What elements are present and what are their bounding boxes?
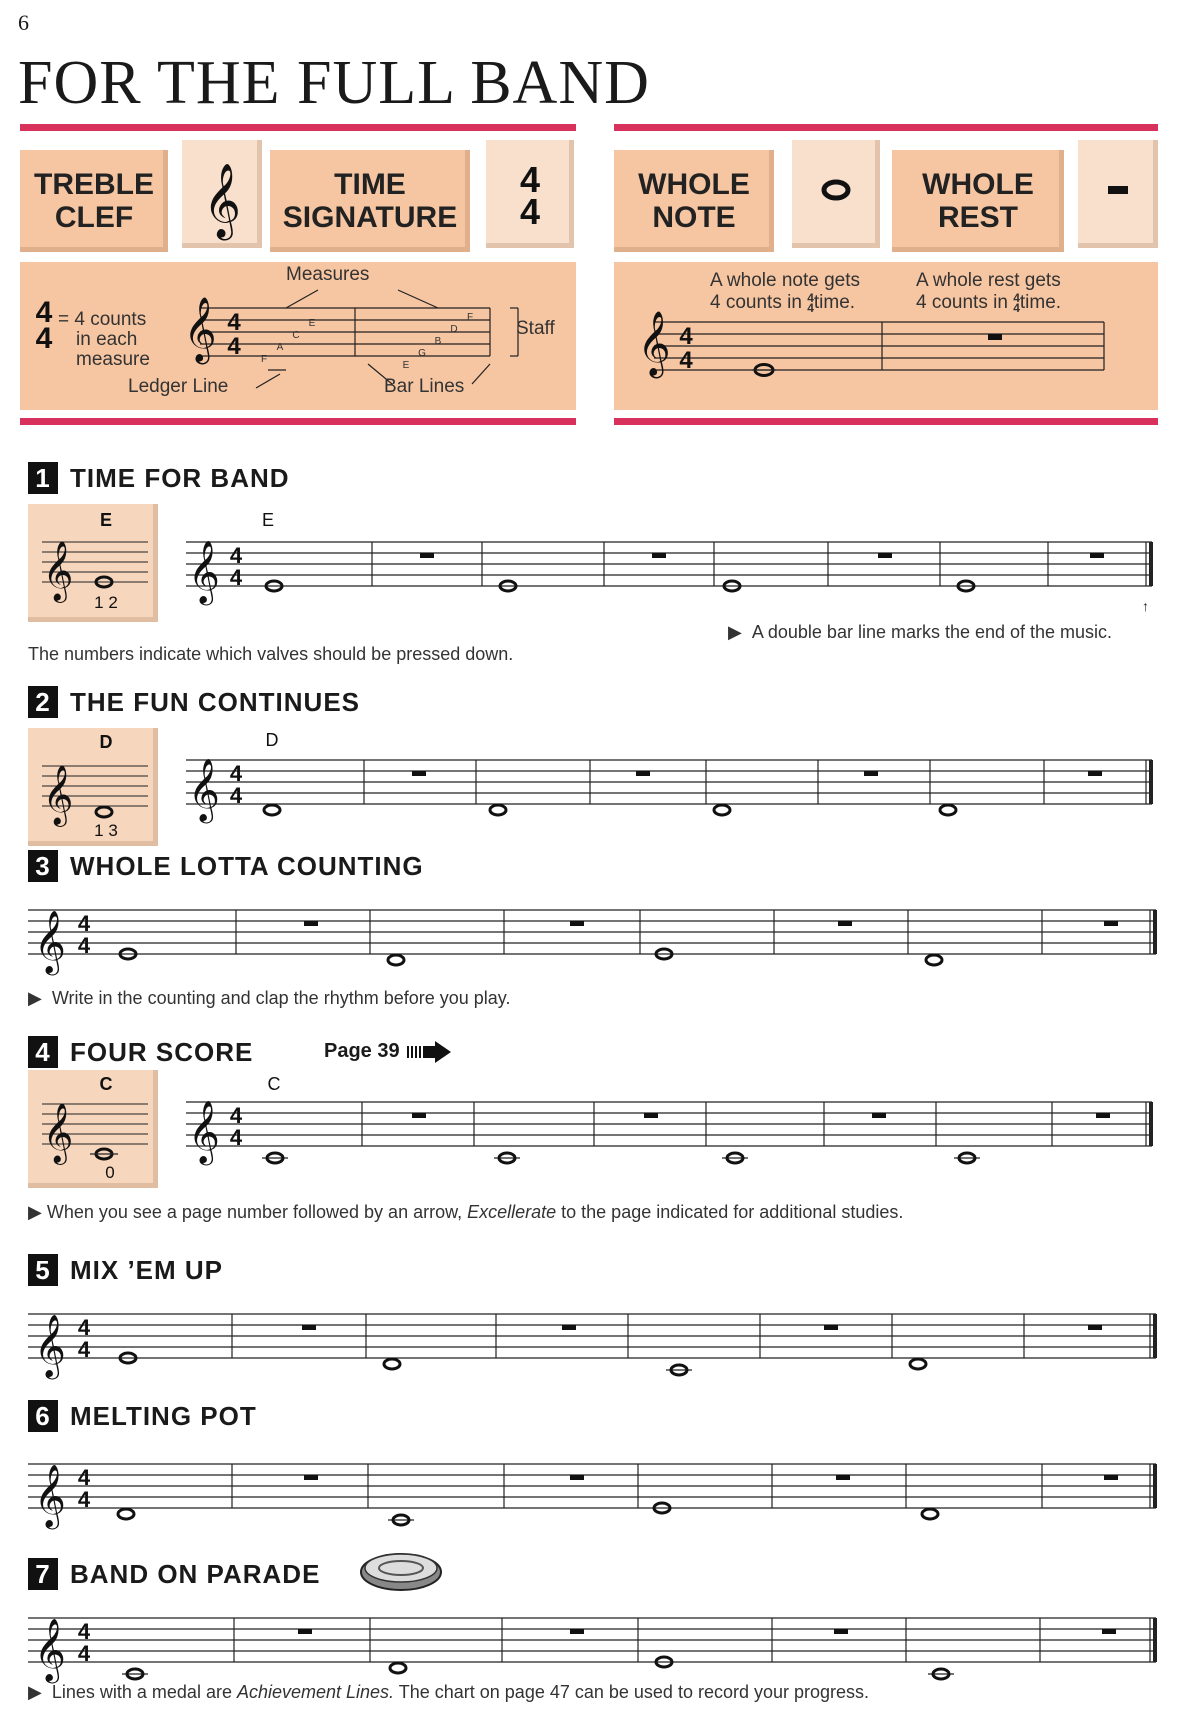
achievement-note: ▶ Lines with a medal are Achievement Lines. The chart on page 47 can be used to record your progress. <box>28 1682 870 1702</box>
note-box-c <box>28 1070 158 1188</box>
svg-text:𝄞: 𝄞 <box>188 760 220 820</box>
note-name: E <box>99 510 113 530</box>
page-reference[interactable]: Page 39 <box>324 1040 455 1063</box>
svg-text:4: 4 <box>77 1315 91 1340</box>
page-number: 6 <box>18 10 29 35</box>
exercise-3-heading: 3 WHOLE LOTTA COUNTING <box>28 850 424 882</box>
treble-clef-label: TREBLE CLEF <box>20 150 168 252</box>
divider <box>614 124 1158 131</box>
svg-text:4: 4 <box>35 322 53 355</box>
divider <box>20 124 576 131</box>
time-signature-icon <box>486 140 574 248</box>
svg-text:4: 4 <box>519 191 541 232</box>
note-name: C <box>99 1074 113 1094</box>
divider <box>20 418 576 425</box>
measures-label: Measures <box>286 264 370 285</box>
fingering-card <box>28 728 158 846</box>
svg-text:4: 4 <box>229 783 243 808</box>
whole-note-explanation: A whole note gets 4 counts in 4 4time. <box>710 270 860 315</box>
counting-note: ▶ Write in the counting and clap the rhythm before you play. <box>28 988 511 1008</box>
counts-explanation: = 4 counts in each measure <box>58 309 150 370</box>
whole-note-label: WHOLE NOTE <box>614 150 774 252</box>
note-letter: F <box>260 354 268 365</box>
time-signature-label: TIME SIGNATURE <box>270 150 470 252</box>
note-letter: F <box>466 312 474 323</box>
svg-text:4: 4 <box>229 565 243 590</box>
exercise-4-heading: 4 FOUR SCORE <box>28 1036 253 1068</box>
note-letter: D <box>450 324 458 335</box>
svg-text:𝄞: 𝄞 <box>34 912 66 972</box>
whole-note-icon <box>792 140 880 248</box>
whole-note-rest-panel <box>614 262 1158 410</box>
double-bar-note: ▶ A double bar line marks the end of the music. <box>728 622 1113 642</box>
whole-rest-box <box>1078 140 1158 248</box>
staff-exercise-1 <box>176 500 1162 610</box>
svg-text:𝄞: 𝄞 <box>34 1620 66 1680</box>
fingering: 0 <box>105 1163 115 1182</box>
svg-text:𝄞: 𝄞 <box>188 542 220 602</box>
note-name: D <box>265 730 279 750</box>
svg-text:𝄞: 𝄞 <box>203 164 241 236</box>
note-letter: B <box>434 336 442 347</box>
svg-text:4: 4 <box>77 1487 91 1512</box>
excellerate-note: ▶ When you see a page number followed by an arrow, Excellerate to the page indicated for additional studies. <box>28 1202 904 1222</box>
medal-icon <box>356 1544 446 1594</box>
svg-text:4: 4 <box>229 1125 243 1150</box>
fingering-card <box>28 504 158 622</box>
arrow-up-icon: ↑ <box>1142 598 1149 614</box>
svg-text:𝄞: 𝄞 <box>188 1102 220 1162</box>
note-name: D <box>99 732 113 752</box>
exercise-5-heading: 5 MIX ’EM UP <box>28 1254 223 1286</box>
svg-text:4: 4 <box>679 323 693 350</box>
note-letter: E <box>402 360 410 371</box>
exercise-2-heading: 2 THE FUN CONTINUES <box>28 686 360 718</box>
valves-note: The numbers indicate which valves should be pressed down. <box>28 644 514 664</box>
note-letter: G <box>418 348 426 359</box>
svg-text:4: 4 <box>227 309 241 336</box>
fingering: 1 2 <box>94 593 118 612</box>
arrow-right-icon <box>405 1041 455 1063</box>
whole-rest-icon <box>1078 140 1158 248</box>
svg-text:4: 4 <box>679 347 693 374</box>
svg-text:4: 4 <box>77 1465 91 1490</box>
whole-rest-label: WHOLE REST <box>892 150 1064 252</box>
note-box-e <box>28 504 158 622</box>
treble-clef-box <box>182 140 262 248</box>
svg-text:4: 4 <box>77 1641 91 1666</box>
divider <box>614 418 1158 425</box>
svg-text:𝄞: 𝄞 <box>42 766 74 824</box>
note-name: C <box>267 1074 281 1094</box>
svg-text:𝄞: 𝄞 <box>34 1466 66 1526</box>
staff-exercise-5 <box>22 1290 1162 1390</box>
svg-text:4: 4 <box>77 1337 91 1362</box>
whole-note-rest-staff <box>614 262 1158 410</box>
fingering: 1 3 <box>94 821 118 840</box>
fingering-card <box>28 1070 158 1188</box>
whole-rest-explanation: A whole rest gets 4 counts in 4 4time. <box>916 270 1062 315</box>
svg-text:4: 4 <box>519 159 541 200</box>
time-signature-box <box>486 140 574 248</box>
svg-text:4: 4 <box>227 333 241 360</box>
svg-text:4: 4 <box>35 296 53 329</box>
exercise-7-heading: 7 BAND ON PARADE <box>28 1558 320 1590</box>
staff-exercise-3 <box>22 886 1162 986</box>
note-letter: A <box>276 342 284 353</box>
note-box-d <box>28 728 158 846</box>
svg-text:4: 4 <box>77 911 91 936</box>
svg-text:𝄞: 𝄞 <box>183 297 217 360</box>
staff-label: Staff <box>516 318 555 339</box>
exercise-6-heading: 6 MELTING POT <box>28 1400 257 1432</box>
staff-exercise-6 <box>22 1440 1162 1540</box>
svg-text:𝄞: 𝄞 <box>637 311 671 374</box>
note-letter: C <box>292 330 300 341</box>
page-title: FOR THE FULL BAND <box>18 49 650 117</box>
note-name: E <box>261 510 275 530</box>
staff-exercise-2 <box>176 724 1162 824</box>
svg-text:𝄞: 𝄞 <box>34 1316 66 1376</box>
exercise-1-heading: 1 TIME FOR BAND <box>28 462 290 494</box>
whole-note-box <box>792 140 880 248</box>
note-letter: E <box>308 318 316 329</box>
svg-text:𝄞: 𝄞 <box>42 1104 74 1162</box>
svg-text:𝄞: 𝄞 <box>42 542 74 600</box>
ledger-line-label: Ledger Line <box>128 376 229 397</box>
svg-text:4: 4 <box>77 1619 91 1644</box>
bar-lines-label: Bar Lines <box>384 376 465 397</box>
svg-text:4: 4 <box>77 933 91 958</box>
treble-clef-icon <box>182 140 262 248</box>
svg-text:4: 4 <box>229 1103 243 1128</box>
svg-text:4: 4 <box>229 761 243 786</box>
staff-exercise-4 <box>176 1070 1162 1170</box>
svg-text:4: 4 <box>229 543 243 568</box>
